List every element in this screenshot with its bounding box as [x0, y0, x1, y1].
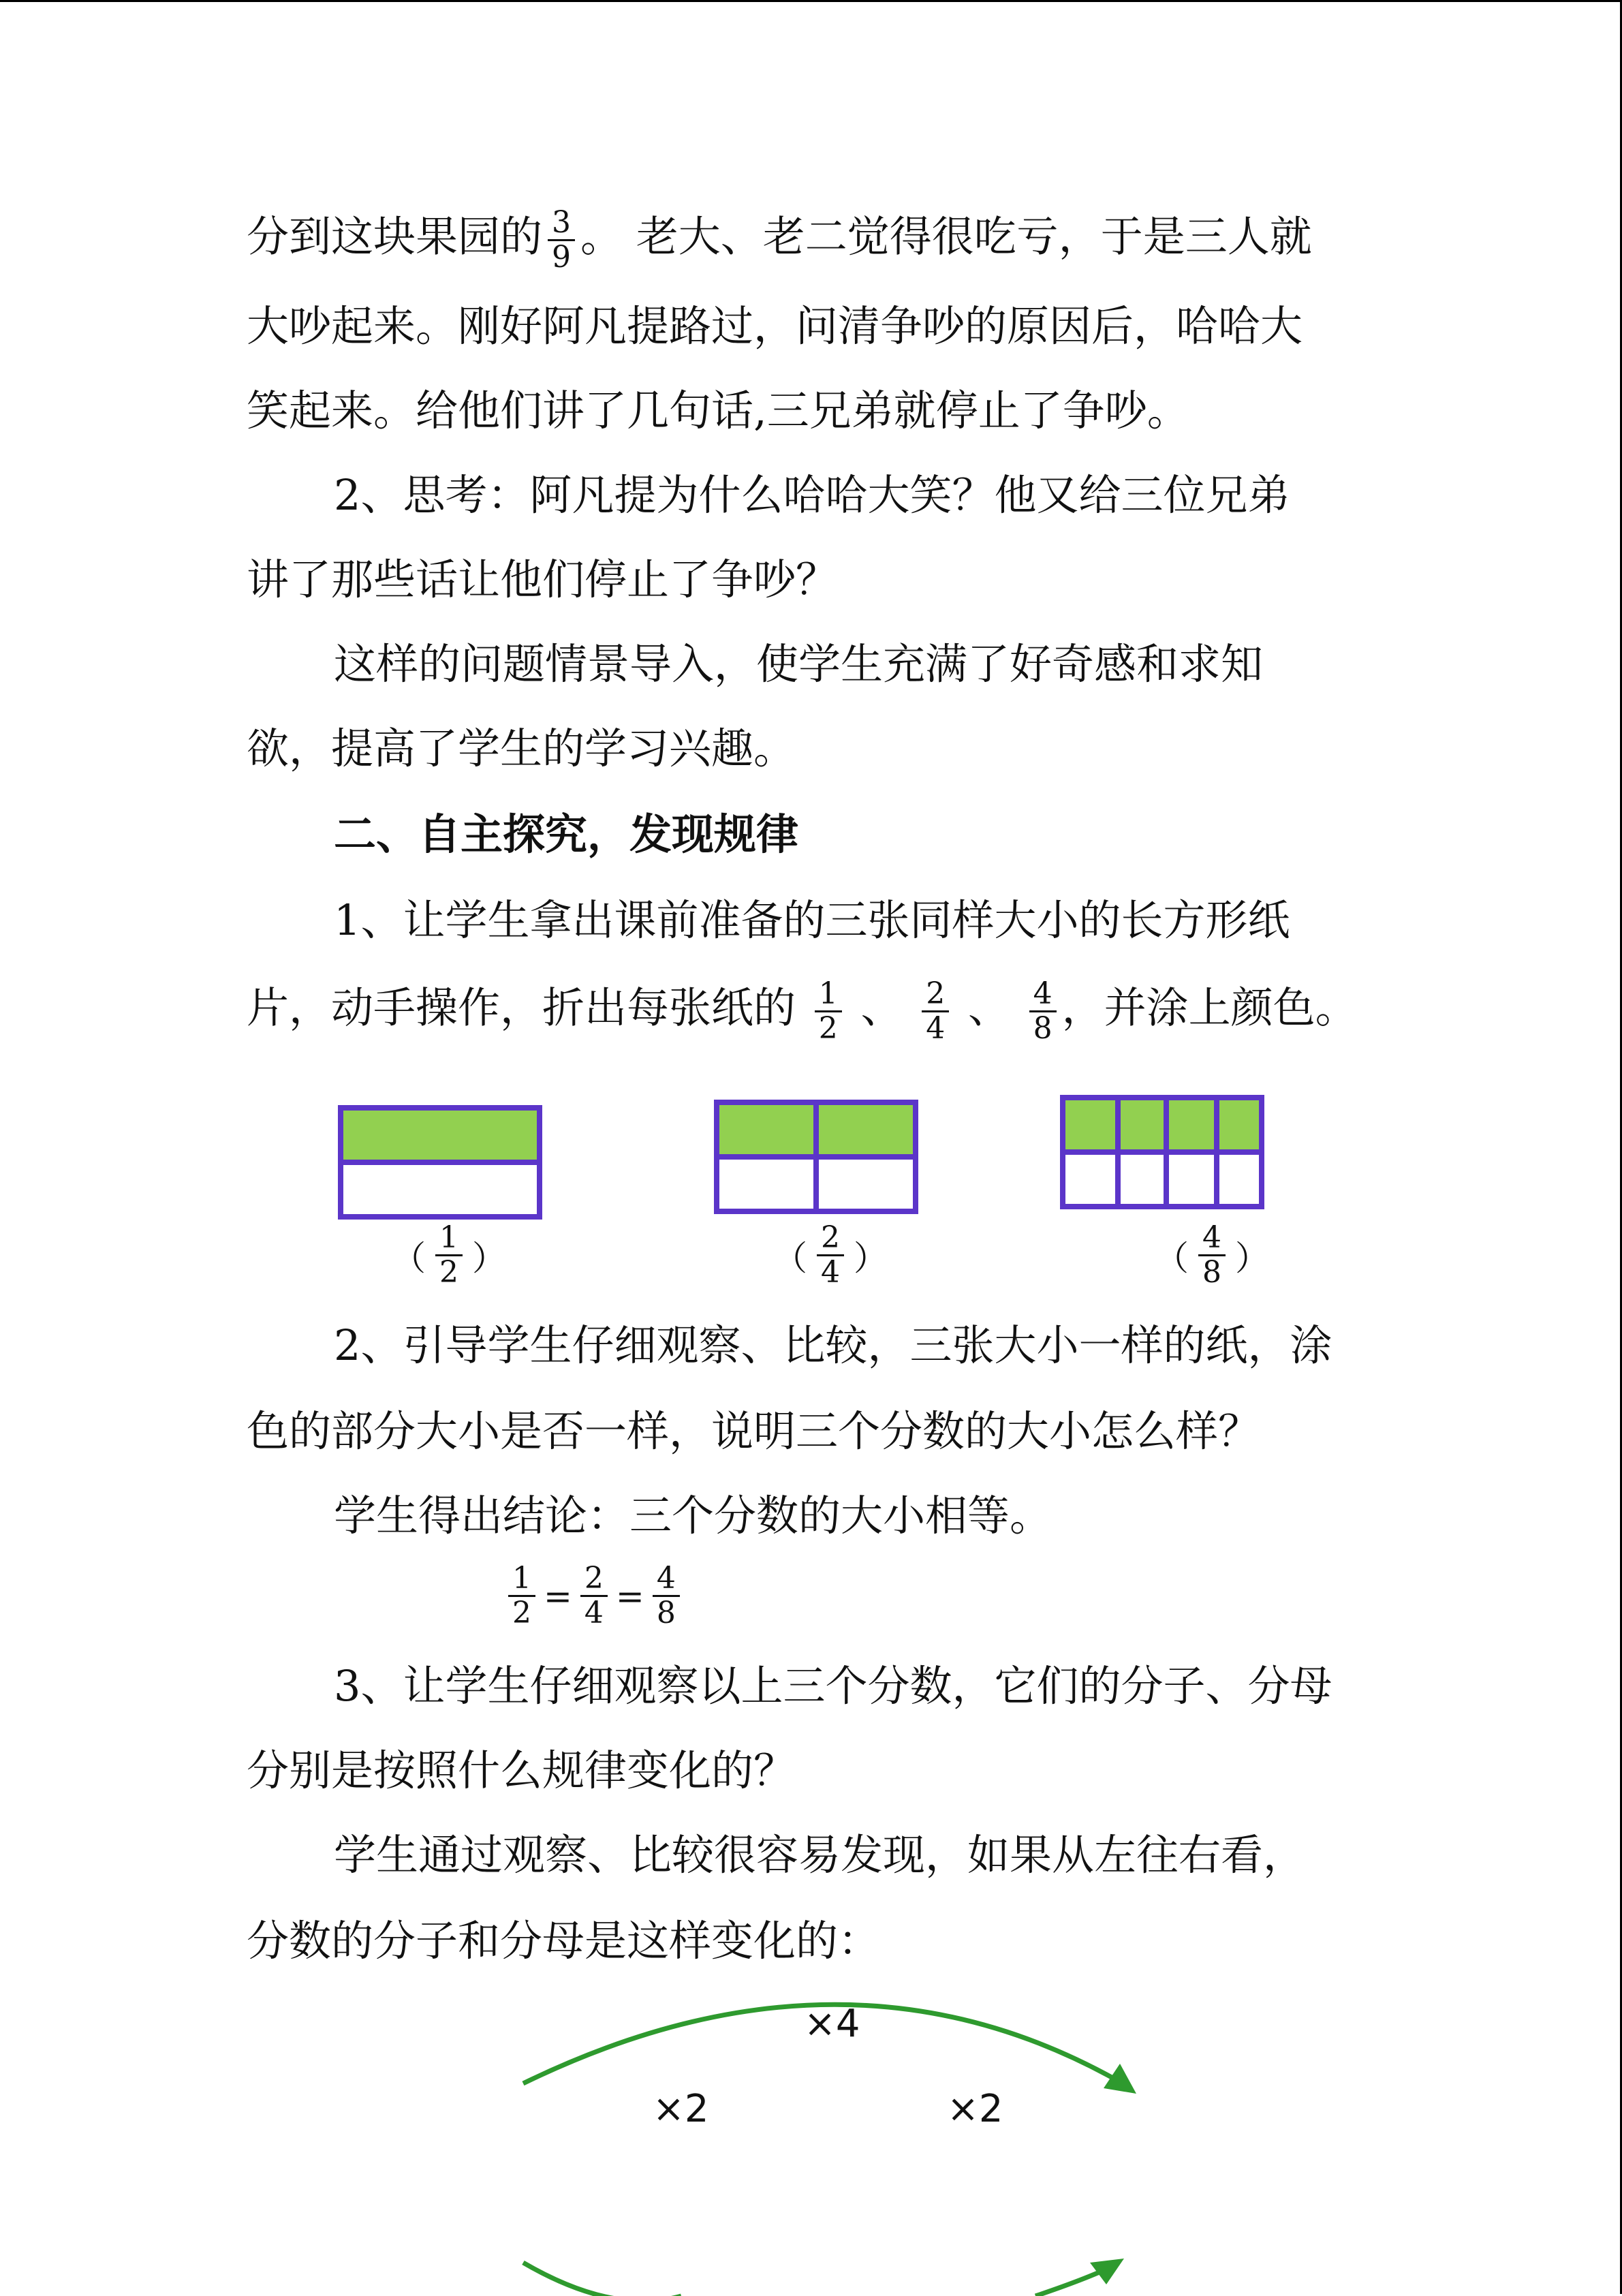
fraction-numerator: 2: [817, 1222, 844, 1256]
fraction-numerator: 4: [1198, 1222, 1226, 1256]
observation-line2: 分数的分子和分母是这样变化的：: [247, 1916, 881, 1966]
fraction-numerator: 1: [815, 978, 842, 1012]
paren-close: ）: [1235, 1238, 1269, 1278]
para1-prefix: 分到这块果园的: [247, 211, 543, 262]
eq-fraction-2-4: [580, 1562, 608, 1630]
fraction-denominator: 8: [656, 1596, 676, 1630]
fraction-denominator: 9: [552, 240, 572, 275]
para1-suffix: 。 老大、老二觉得很吃亏，于是三人就: [580, 211, 1312, 262]
step3-line1: 3、让学生仔细观察以上三个分数，它们的分子、分母: [334, 1661, 1332, 1711]
paren-open: （: [392, 1238, 426, 1278]
fraction-denominator: 8: [1033, 1011, 1052, 1046]
caption-four-eighths: [1155, 1222, 1269, 1289]
step2-line2: 色的部分大小是否一样，说明三个分数的大小怎么样？: [247, 1406, 1261, 1456]
question2-line1: 2、思考：阿凡提为什么哈哈大笑？他又给三位兄弟: [334, 470, 1290, 520]
equals-sign: =: [544, 1576, 572, 1616]
caption-fraction: [817, 1222, 844, 1289]
rect-half: [341, 1108, 540, 1217]
step1-suffix: ，并涂上颜色。: [1061, 982, 1358, 1033]
eq-fraction-1-2: [508, 1562, 535, 1630]
label-times-2-left: ×2: [653, 2087, 709, 2131]
observation-line1: 学生通过观察、比较很容易发现，如果从左往右看，: [334, 1830, 1306, 1880]
paren-close: ）: [854, 1238, 888, 1278]
step3-line2: 分别是按照什么规律变化的？: [247, 1746, 796, 1795]
fraction-numerator: 1: [508, 1562, 535, 1597]
equality-equation: [503, 1562, 685, 1630]
section2-heading: 二、自主探究，发现规律: [334, 809, 799, 859]
para1-line2: 大吵起来。刚好阿凡提路过，问清争吵的原因后，哈哈大: [247, 301, 1303, 351]
step2-line1: 2、引导学生仔细观察、比较，三张大小一样的纸，涂: [334, 1320, 1332, 1370]
paren-open: （: [1155, 1238, 1189, 1278]
intro-line1: 这样的问题情景导入，使学生充满了好奇感和求知: [334, 639, 1264, 689]
fraction-denominator: 4: [821, 1255, 840, 1290]
arrowhead: [1104, 2064, 1136, 2094]
label-times-2-right: ×2: [947, 2087, 1003, 2131]
fraction-denominator: 8: [1202, 1255, 1221, 1290]
intro-line2: 欲，提高了学生的学习兴趣。: [247, 724, 796, 773]
caption-fraction: [435, 1222, 463, 1289]
rect-two-quarters: [717, 1102, 916, 1211]
caption-two-quarters: [773, 1222, 888, 1289]
fraction-numerator: 2: [922, 978, 949, 1012]
rect-four-eighths: [1063, 1098, 1262, 1207]
fraction-numerator: 4: [1029, 978, 1057, 1012]
fraction-denominator: 4: [584, 1596, 604, 1630]
step1-prefix: 片，动手操作，折出每张纸的: [247, 982, 796, 1033]
separator: 、: [967, 982, 1010, 1033]
caption-half: [392, 1222, 506, 1289]
fraction-numerator: 1: [435, 1222, 463, 1256]
conclusion: 学生得出结论：三个分数的大小相等。: [334, 1491, 1052, 1540]
para1-line3: 笑起来。给他们讲了几句话,三兄弟就停止了争吵。: [247, 386, 1189, 435]
fraction-numerator: 3: [548, 206, 575, 241]
caption-fraction: [1198, 1222, 1226, 1289]
question2-line2: 讲了那些话让他们停止了争吵？: [247, 555, 839, 604]
fraction-denominator: 4: [926, 1011, 946, 1046]
bottom-left-arc: [523, 2263, 681, 2296]
shaded-part: [341, 1108, 540, 1162]
fraction-denominator: 2: [439, 1255, 458, 1290]
step1-line1: 1、让学生拿出课前准备的三张同样大小的长方形纸: [334, 895, 1290, 945]
label-times-4: ×4: [804, 2002, 860, 2046]
fraction-numerator: 4: [653, 1562, 680, 1597]
fraction-numerator: 2: [580, 1562, 608, 1597]
fraction-denominator: 2: [818, 1011, 838, 1046]
shaded-part: [1063, 1098, 1262, 1152]
equals-sign: =: [615, 1576, 644, 1616]
paren-open: （: [773, 1238, 807, 1278]
eq-fraction-4-8: [653, 1562, 680, 1630]
paren-close: ）: [472, 1238, 506, 1278]
fraction-denominator: 2: [512, 1596, 531, 1630]
separator: 、: [860, 982, 903, 1033]
